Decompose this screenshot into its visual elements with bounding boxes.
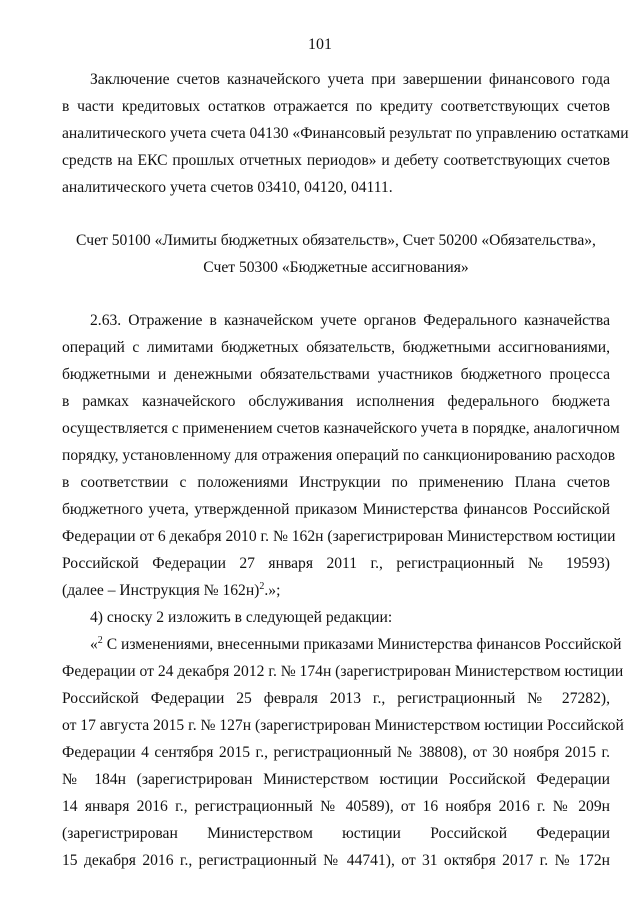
paragraph-line xyxy=(90,634,622,655)
section-heading-line2: Счет 50300 «Бюджетные ассигнования» xyxy=(203,259,469,276)
paragraph-line: порядку, установленному для отражения операций по санкционированию расходов xyxy=(62,447,616,464)
paragraph-line: 15 декабря 2016 г., регистрационный № 44741), от 31 октября 2017 г. № 172н xyxy=(62,852,610,869)
paragraph-line: 2.63. Отражение в казначейском учете органов Федерального казначейства xyxy=(90,312,610,329)
paragraph-line: бюджетного учета, утвержденной приказом Министерства финансов Российской xyxy=(62,501,610,518)
paragraph-line: Федерации от 6 декабря 2010 г. № 162н (зарегистрирован Министерством юстиции xyxy=(62,528,616,545)
section-heading-line1: Счет 50100 «Лимиты бюджетных обязательств», Счет 50200 «Обязательства», xyxy=(76,232,596,249)
paragraph-line: средств на ЕКС прошлых отчетных периодов» и дебету соответствующих счетов xyxy=(62,152,610,169)
paragraph-line: (зарегистрирован Министерством юстиции Российской Федерации xyxy=(62,825,610,842)
footnote-marker: 2 xyxy=(259,580,265,592)
paragraph-line: Федерации от 24 декабря 2012 г. № 174н (зарегистрирован Министерством юстиции xyxy=(62,663,624,680)
line-text: (далее – Инструкция № 162н) xyxy=(62,582,260,599)
paragraph-line: Российской Федерации 25 февраля 2013 г., регистрационный № 27282), xyxy=(62,690,610,707)
paragraph-line: Заключение счетов казначейского учета при завершении финансового года xyxy=(90,71,610,88)
line-text: « xyxy=(90,636,98,653)
paragraph-line: 14 января 2016 г., регистрационный № 40589), от 16 ноября 2016 г. № 209н xyxy=(62,798,610,815)
list-item-4: 4) сноску 2 изложить в следующей редакции: xyxy=(90,609,393,626)
paragraph-line: операций с лимитами бюджетных обязательств, бюджетными ассигнованиями, xyxy=(62,339,610,356)
paragraph-line: аналитического учета счета 04130 «Финансовый результат по управлению остатками xyxy=(62,125,629,142)
paragraph-line: бюджетными и денежными обязательствами участников бюджетного процесса xyxy=(62,366,610,383)
paragraph-line: аналитического учета счетов 03410, 04120, 04111. xyxy=(62,179,393,196)
footnote-marker: 2 xyxy=(97,634,103,646)
line-text: .»; xyxy=(264,582,281,599)
paragraph-line: Российской Федерации 27 января 2011 г., регистрационный № 19593) xyxy=(62,555,610,572)
paragraph-line: осуществляется с применением счетов казначейского учета в порядке, аналогичном xyxy=(62,420,620,437)
paragraph-line: № 184н (зарегистрирован Министерством юстиции Российской Федерации xyxy=(62,771,610,788)
paragraph-line: в рамках казначейского обслуживания исполнения федерального бюджета xyxy=(62,393,610,410)
paragraph-line: Федерации 4 сентября 2015 г., регистрационный № 38808), от 30 ноября 2015 г. xyxy=(62,744,610,761)
paragraph-line: от 17 августа 2015 г. № 127н (зарегистрирован Министерством юстиции Российской xyxy=(62,717,624,734)
paragraph-line: в части кредитовых остатков отражается по кредиту соответствующих счетов xyxy=(62,98,610,115)
paragraph-line: в соответствии с положениями Инструкции по применению Плана счетов xyxy=(62,474,610,491)
page-number: 101 xyxy=(308,36,332,53)
line-text: С изменениями, внесенными приказами Министерства финансов Российской xyxy=(102,636,622,653)
paragraph-line xyxy=(62,581,610,601)
